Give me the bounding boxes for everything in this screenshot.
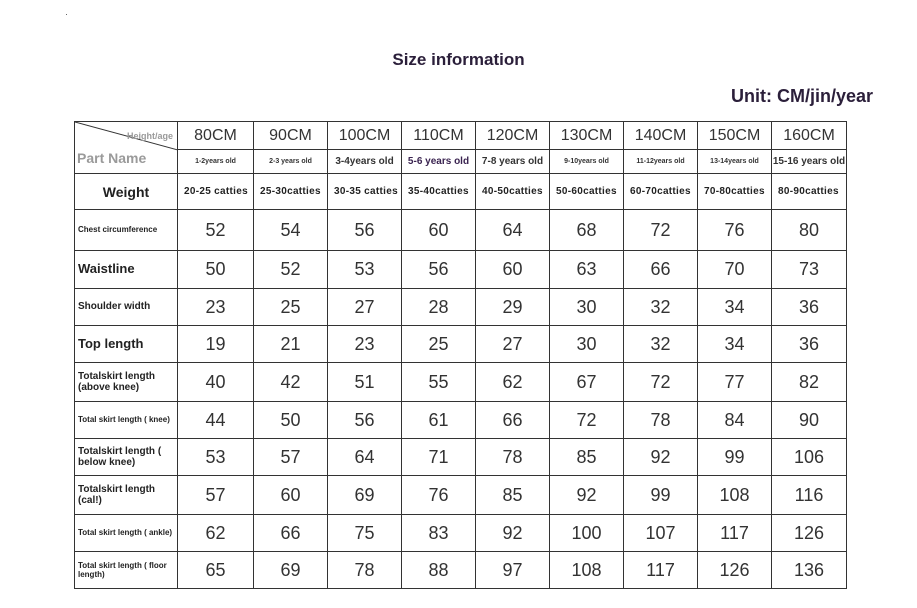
table-cell: 66 <box>254 515 328 552</box>
table-cell: 80 <box>772 210 847 251</box>
size-header-cell: 80CM <box>178 122 254 150</box>
table-cell: 68 <box>550 210 624 251</box>
weight-cell: 35-40catties <box>402 174 476 210</box>
row-label: Totalskirt length (above knee) <box>75 363 178 402</box>
table-cell: 28 <box>402 289 476 326</box>
row-label: Shoulder width <box>75 289 178 326</box>
table-cell: 60 <box>254 476 328 515</box>
table-cell: 32 <box>624 289 698 326</box>
table-cell: 53 <box>178 439 254 476</box>
table-row <box>75 402 847 439</box>
table-cell: 57 <box>254 439 328 476</box>
table-row <box>75 363 847 402</box>
age-header-cell: 13-14years old <box>698 150 772 174</box>
table-row <box>75 326 847 363</box>
table-cell: 78 <box>624 402 698 439</box>
table-cell: 69 <box>328 476 402 515</box>
age-header-cell: 15-16 years old <box>772 150 847 174</box>
age-header-cell: 7-8 years old <box>476 150 550 174</box>
table-cell: 56 <box>328 210 402 251</box>
table-cell: 42 <box>254 363 328 402</box>
table-cell: 21 <box>254 326 328 363</box>
table-cell: 50 <box>178 251 254 289</box>
table-cell: 60 <box>402 210 476 251</box>
row-label: Totalskirt length ( below knee) <box>75 439 178 476</box>
table-cell: 30 <box>550 289 624 326</box>
table-cell: 85 <box>550 439 624 476</box>
table-cell: 32 <box>624 326 698 363</box>
row-label: Waistline <box>75 251 178 289</box>
weight-cell: 20-25 catties <box>178 174 254 210</box>
table-cell: 62 <box>476 363 550 402</box>
age-header-row <box>75 150 847 174</box>
table-cell: 60 <box>476 251 550 289</box>
table-cell: 64 <box>476 210 550 251</box>
part-name-label: Part Name <box>77 150 147 166</box>
table-cell: 100 <box>550 515 624 552</box>
size-table <box>74 121 847 589</box>
table-cell: 50 <box>254 402 328 439</box>
table-cell: 90 <box>772 402 847 439</box>
size-header-cell: 110CM <box>402 122 476 150</box>
table-cell: 25 <box>402 326 476 363</box>
age-header-cell: 9-10years old <box>550 150 624 174</box>
size-header-cell: 130CM <box>550 122 624 150</box>
table-cell: 75 <box>328 515 402 552</box>
table-cell: 57 <box>178 476 254 515</box>
table-row <box>75 552 847 589</box>
age-header-cell: 5-6 years old <box>402 150 476 174</box>
table-cell: 72 <box>550 402 624 439</box>
page-title: Size information <box>392 50 525 69</box>
table-cell: 85 <box>476 476 550 515</box>
table-cell: 36 <box>772 289 847 326</box>
weight-cell: 30-35 catties <box>328 174 402 210</box>
weight-label: Weight <box>75 174 178 210</box>
table-cell: 88 <box>402 552 476 589</box>
table-cell: 19 <box>178 326 254 363</box>
table-cell: 69 <box>254 552 328 589</box>
table-cell: 97 <box>476 552 550 589</box>
row-label: Totalskirt length (cal!) <box>75 476 178 515</box>
table-cell: 108 <box>550 552 624 589</box>
weight-cell: 25-30catties <box>254 174 328 210</box>
row-label: Top length <box>75 326 178 363</box>
table-cell: 107 <box>624 515 698 552</box>
table-cell: 82 <box>772 363 847 402</box>
table-cell: 108 <box>698 476 772 515</box>
table-cell: 136 <box>772 552 847 589</box>
table-cell: 67 <box>550 363 624 402</box>
size-header-cell: 140CM <box>624 122 698 150</box>
table-cell: 34 <box>698 326 772 363</box>
measurement-rows <box>75 210 847 589</box>
row-label: Total skirt length ( floor length) <box>75 552 178 589</box>
table-cell: 78 <box>328 552 402 589</box>
table-row <box>75 476 847 515</box>
size-header-cell: 100CM <box>328 122 402 150</box>
row-label: Total skirt length ( knee) <box>75 402 178 439</box>
table-cell: 51 <box>328 363 402 402</box>
table-row <box>75 289 847 326</box>
table-cell: 63 <box>550 251 624 289</box>
weight-cell: 60-70catties <box>624 174 698 210</box>
table-cell: 71 <box>402 439 476 476</box>
table-row <box>75 439 847 476</box>
table-cell: 92 <box>476 515 550 552</box>
size-header-cell: 160CM <box>772 122 847 150</box>
table-cell: 70 <box>698 251 772 289</box>
table-cell: 64 <box>328 439 402 476</box>
table-cell: 76 <box>698 210 772 251</box>
table-cell: 99 <box>624 476 698 515</box>
table-cell: 66 <box>624 251 698 289</box>
table-cell: 92 <box>624 439 698 476</box>
weight-cell: 70-80catties <box>698 174 772 210</box>
table-cell: 23 <box>178 289 254 326</box>
table-cell: 56 <box>402 251 476 289</box>
table-cell: 72 <box>624 210 698 251</box>
table-cell: 27 <box>476 326 550 363</box>
weight-cell: 50-60catties <box>550 174 624 210</box>
age-header-cell: 3-4years old <box>328 150 402 174</box>
age-header-cell: 1-2years old <box>178 150 254 174</box>
size-header-cell: 150CM <box>698 122 772 150</box>
table-cell: 36 <box>772 326 847 363</box>
table-cell: 76 <box>402 476 476 515</box>
table-row <box>75 251 847 289</box>
table-cell: 83 <box>402 515 476 552</box>
weight-row <box>75 174 847 210</box>
table-cell: 62 <box>178 515 254 552</box>
weight-cell: 40-50catties <box>476 174 550 210</box>
table-cell: 30 <box>550 326 624 363</box>
table-cell: 92 <box>550 476 624 515</box>
table-cell: 40 <box>178 363 254 402</box>
stray-dot <box>66 14 67 15</box>
table-cell: 56 <box>328 402 402 439</box>
table-cell: 77 <box>698 363 772 402</box>
table-cell: 116 <box>772 476 847 515</box>
age-header-cell: 2-3 years old <box>254 150 328 174</box>
table-cell: 34 <box>698 289 772 326</box>
table-row <box>75 210 847 251</box>
row-label: Chest circumference <box>75 210 178 251</box>
size-header-cell: 90CM <box>254 122 328 150</box>
table-cell: 23 <box>328 326 402 363</box>
table-cell: 52 <box>254 251 328 289</box>
table-cell: 44 <box>178 402 254 439</box>
table-cell: 52 <box>178 210 254 251</box>
table-cell: 117 <box>698 515 772 552</box>
table-cell: 25 <box>254 289 328 326</box>
weight-cell: 80-90catties <box>772 174 847 210</box>
table-cell: 27 <box>328 289 402 326</box>
table-cell: 53 <box>328 251 402 289</box>
table-cell: 106 <box>772 439 847 476</box>
table-cell: 29 <box>476 289 550 326</box>
table-cell: 66 <box>476 402 550 439</box>
corner-cell <box>75 122 178 174</box>
size-header-cell: 120CM <box>476 122 550 150</box>
table-cell: 117 <box>624 552 698 589</box>
table-cell: 73 <box>772 251 847 289</box>
table-cell: 54 <box>254 210 328 251</box>
table-cell: 78 <box>476 439 550 476</box>
table-cell: 99 <box>698 439 772 476</box>
table-cell: 55 <box>402 363 476 402</box>
table-cell: 72 <box>624 363 698 402</box>
table-cell: 61 <box>402 402 476 439</box>
height-age-label: Height/age <box>126 131 173 141</box>
table-cell: 65 <box>178 552 254 589</box>
row-label: Total skirt length ( ankle) <box>75 515 178 552</box>
age-header-cell: 11-12years old <box>624 150 698 174</box>
table-cell: 84 <box>698 402 772 439</box>
unit-label: Unit: CM/jin/year <box>730 86 873 106</box>
table-row <box>75 515 847 552</box>
table-cell: 126 <box>772 515 847 552</box>
table-cell: 126 <box>698 552 772 589</box>
size-header-row <box>75 122 847 150</box>
